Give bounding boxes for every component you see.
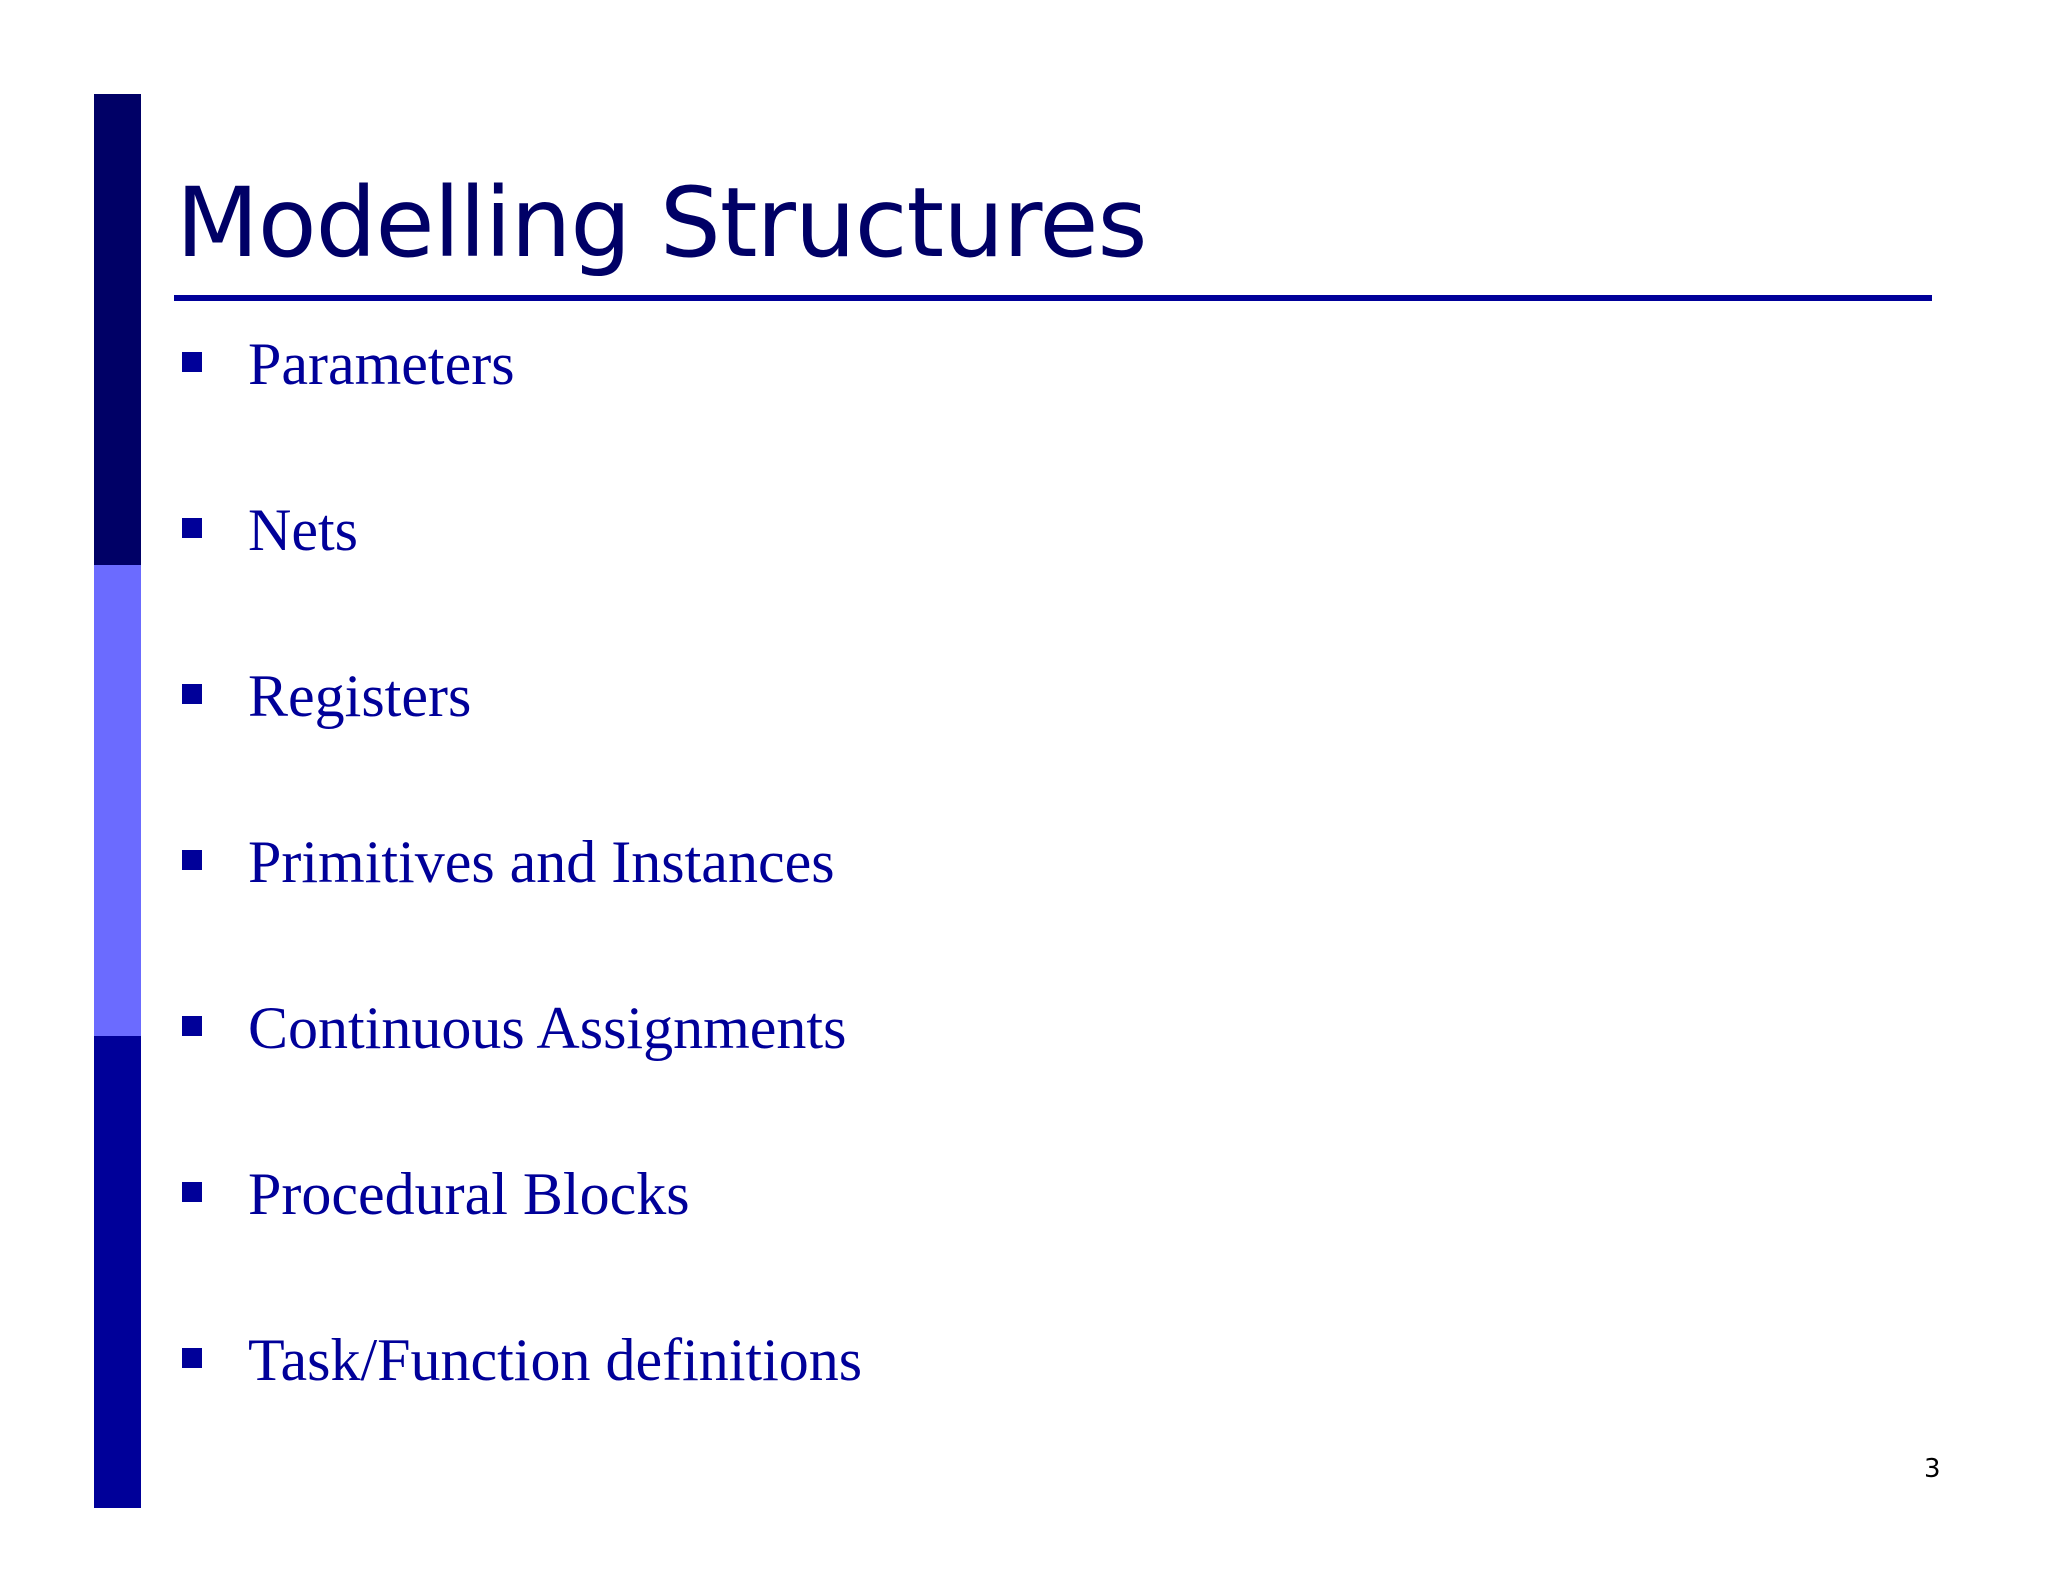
bullet-text: Nets xyxy=(248,497,358,563)
bullet-text: Task/Function definitions xyxy=(248,1327,863,1393)
side-bar-middle-segment xyxy=(94,565,141,1036)
square-bullet-icon xyxy=(182,518,202,538)
page-number: 3 xyxy=(1924,1454,1941,1484)
side-bar-bottom-segment xyxy=(94,1036,141,1508)
slide-title: Modelling Structures xyxy=(176,167,1147,279)
bullet-text: Parameters xyxy=(248,331,515,397)
square-bullet-icon xyxy=(182,684,202,704)
bullet-text: Registers xyxy=(248,663,472,729)
bullet-text: Primitives and Instances xyxy=(248,829,835,895)
bullet-text: Continuous Assignments xyxy=(248,995,847,1061)
square-bullet-icon xyxy=(182,1182,202,1202)
square-bullet-icon xyxy=(182,1348,202,1368)
bullet-text: Procedural Blocks xyxy=(248,1161,690,1227)
square-bullet-icon xyxy=(182,352,202,372)
square-bullet-icon xyxy=(182,1016,202,1036)
square-bullet-icon xyxy=(182,850,202,870)
title-underline xyxy=(174,295,1932,301)
side-bar-top-segment xyxy=(94,94,141,565)
